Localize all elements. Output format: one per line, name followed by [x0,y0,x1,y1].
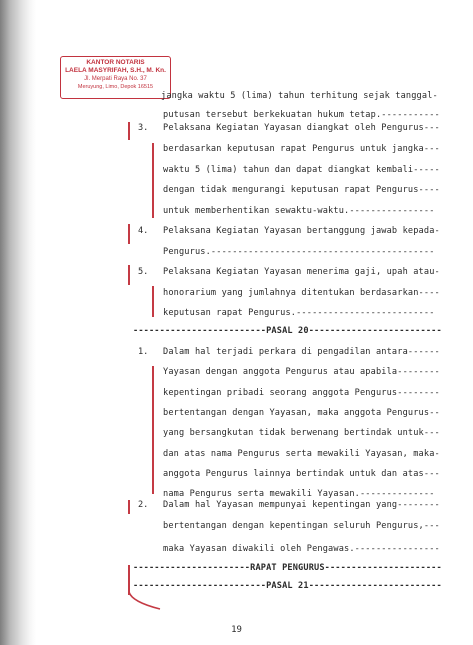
page-number: 19 [231,625,242,635]
text-line: honorarium yang jumlahnya ditentukan berdasarkan---- [163,288,440,298]
item-number-5: 5. [138,267,149,277]
section-heading-pasal-20: -------------------------PASAL 20------------------------- [133,326,442,336]
text-line: Pelaksana Kegiatan Yayasan menerima gaji, upah atau- [163,267,440,277]
margin-hook [126,590,166,612]
margin-bar [152,366,154,494]
text-line: dan atas nama Pengurus serta mewakili Yayasan, maka- [163,449,440,459]
stamp-line-3: Jl. Merpati Raya No. 37 [84,76,147,82]
section-heading-pasal-21: -------------------------PASAL 21------------------------- [133,581,442,591]
text-line: keputusan rapat Pengurus.-------------------------- [163,308,435,318]
text-line: yang bersangkutan tidak berwenang bertindak untuk--- [163,428,440,438]
text-line: putusan tersebut berkekuatan hukum tetap.----------- [163,110,440,120]
text-line: Pengurus.------------------------------------------ [163,247,435,257]
text-line: waktu 5 (lima) tahun dan dapat diangkat kembali----- [163,165,440,175]
margin-bar [128,265,130,285]
item-number-4: 4. [138,226,149,236]
margin-bar [152,143,154,218]
stamp-line-4: Meruyung, Limo, Depok 16515 [77,84,154,90]
margin-bar [128,122,130,140]
margin-bar [152,286,154,317]
text-line: Dalam hal Yayasan mempunyai kepentingan yang-------- [163,500,440,510]
text-line: Yayasan dengan anggota Pengurus atau apabila-------- [163,367,440,377]
notary-stamp [60,56,171,99]
text-line: bertentangan dengan kepentingan seluruh Pengurus,--- [163,521,440,531]
text-line: dengan tidak mengurangi keputusan rapat Pengurus---- [163,185,440,195]
stamp-line-2: LAELA MASYRIFAH, S.H., M. Kn. [65,67,166,74]
item-number-3: 3. [138,123,149,133]
text-line: nama Pengurus serta mewakili Yayasan.-------------- [163,489,435,499]
item-number-1: 1. [138,347,149,357]
item-number-2: 2. [138,500,149,510]
stamp-line-1: KANTOR NOTARIS [86,59,145,66]
text-line: Pelaksana Kegiatan Yayasan diangkat oleh Pengurus--- [163,123,440,133]
text-line: Dalam hal terjadi perkara di pengadilan antara------ [163,347,440,357]
text-line: maka Yayasan diwakili oleh Pengawas.---------------- [163,544,440,554]
text-line: untuk memberhentikan sewaktu-waktu.---------------- [163,206,435,216]
text-line: jangka waktu 5 (lima) tahun terhitung sejak tanggal- [161,91,438,101]
text-line: kepentingan pribadi seorang anggota Pengurus-------- [163,388,440,398]
section-heading-rapat-pengurus: ----------------------RAPAT PENGURUS---------------------- [133,563,442,573]
text-line: berdasarkan keputusan rapat Pengurus untuk jangka--- [163,144,440,154]
text-line: Pelaksana Kegiatan Yayasan bertanggung jawab kepada- [163,226,440,236]
margin-bar [128,500,130,514]
text-line: bertentangan dengan Yayasan, maka anggota Pengurus-- [163,408,440,418]
margin-bar [128,224,130,244]
binding-shadow [0,0,36,645]
text-line: anggota Pengurus lainnya bertindak untuk dan atas--- [163,469,440,479]
